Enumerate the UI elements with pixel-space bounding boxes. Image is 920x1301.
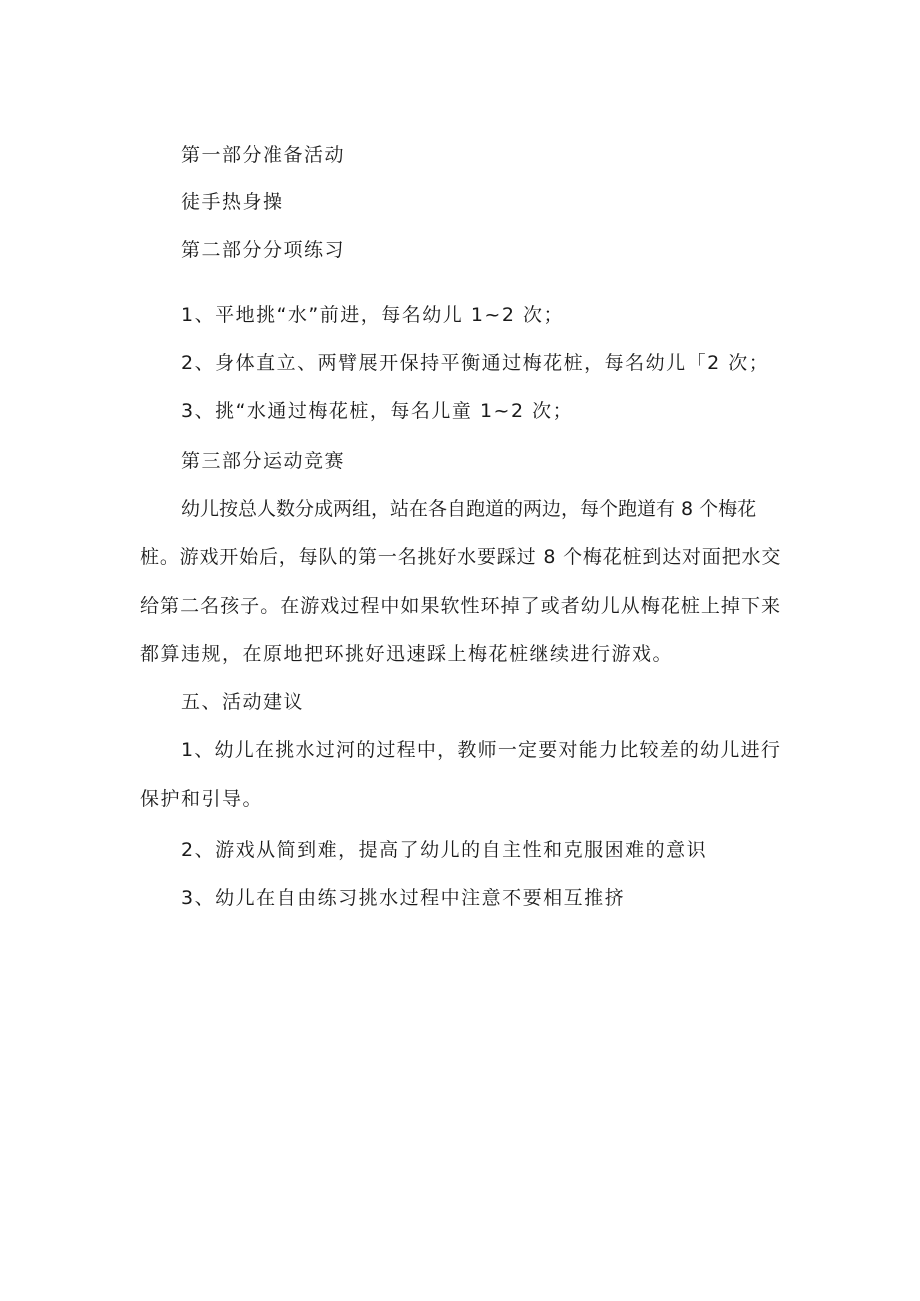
section-heading-suggestions: 五、活动建议 [181, 691, 305, 713]
paragraph-suggestion-3: 3、幼儿在自由练习挑水过程中注意不要相互推挤 [181, 887, 626, 909]
paragraph-line: 保护和引导。 [140, 788, 264, 810]
paragraph-line: 给第二名孩子。在游戏过程中如果软性环掉了或者幼儿从梅花桩上掉下来 [140, 595, 782, 617]
paragraph-line: 都算违规，在原地把环挑好迅速踩上梅花桩继续进行游戏。 [140, 643, 674, 665]
section-heading-part-two: 第二部分分项练习 [181, 239, 346, 261]
paragraph-warmup: 徒手热身操 [181, 191, 284, 213]
text-run: 幼儿按总人数分成两组，站在各自跑道的两边，每个跑道有 8 个梅花 [181, 498, 757, 520]
section-heading-part-one: 第一部分准备活动 [181, 144, 346, 166]
paragraph-line: 1、幼儿在挑水过河的过程中，教师一定要对能力比较差的幼儿进行 [181, 739, 782, 761]
section-heading-part-three: 第三部分运动竞赛 [181, 450, 346, 472]
paragraph-line: 桩。游戏开始后，每队的第一名挑好水要踩过 8 个梅花桩到达对面把水交 [140, 546, 782, 568]
list-item-1: 1、平地挑“水”前进，每名幼儿 1~2 次； [181, 304, 564, 326]
paragraph-suggestion-2: 2、游戏从简到难，提高了幼儿的自主性和克服困难的意识 [181, 839, 708, 861]
paragraph-line [181, 497, 781, 521]
justified-line [181, 497, 781, 521]
list-item-3: 3、挑“水通过梅花桩，每名儿童 1~2 次； [181, 400, 574, 422]
list-item-2: 2、身体直立、两臂展开保持平衡通过梅花桩，每名幼儿「2 次； [181, 352, 770, 374]
